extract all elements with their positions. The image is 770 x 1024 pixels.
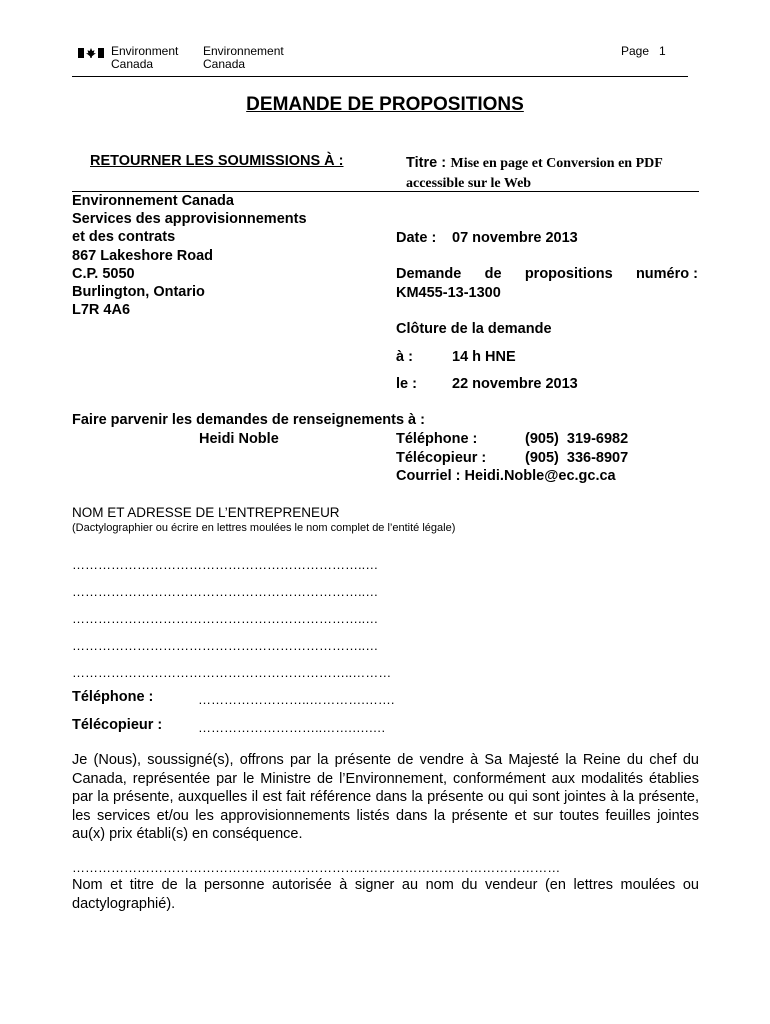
date-value: 07 novembre 2013 <box>452 230 578 246</box>
contractor-phone-field[interactable]: ……………………..………….……. <box>198 692 395 707</box>
contractor-fax-field[interactable]: ………………………..…….….…. <box>198 720 386 735</box>
subject-text: Mise en page et Conversion en PDF accessible sur le Web <box>406 156 663 191</box>
closing-time-value: 14 h HNE <box>452 349 516 365</box>
return-bids-heading: RETOURNER LES SOUMISSIONS À : <box>90 153 344 169</box>
address-line: 867 Lakeshore Road <box>72 247 214 264</box>
department-name-fr <box>203 45 284 71</box>
address-line: Environnement Canada <box>72 193 234 209</box>
rfp-number-label <box>396 266 698 282</box>
contractor-address-field[interactable]: …………………………………………………………..… <box>72 611 379 626</box>
address-line: Services des approvisionnements <box>72 211 307 228</box>
document-title: DEMANDE DE PROPOSITIONS <box>246 94 524 115</box>
contractor-heading: NOM ET ADRESSE DE L’ENTREPRENEUR <box>72 505 340 520</box>
department-fr-line1: Environnement <box>203 44 284 58</box>
closing-date-value: 22 novembre 2013 <box>452 376 578 392</box>
rfp-label-word: numéro : <box>635 266 698 282</box>
address-line: C.P. 5050 <box>72 265 135 282</box>
page-indicator <box>621 45 666 58</box>
contractor-phone-label: Téléphone : <box>72 689 154 705</box>
return-address <box>72 192 307 319</box>
address-line: Burlington, Ontario <box>72 284 205 301</box>
contractor-address-field[interactable]: …………………………………………………………..… <box>72 638 379 653</box>
signature-field[interactable]: …………………………………………………………..……………………………………… <box>72 860 561 875</box>
department-en-line1: Environment <box>111 44 179 58</box>
contractor-fax-label: Télécopieur : <box>72 717 163 733</box>
contact-email[interactable]: Courriel : Heidi.Noble@ec.gc.ca <box>396 468 616 484</box>
contractor-address-field[interactable]: …………………………………………………………..… <box>72 584 379 599</box>
signature-caption: Nom et titre de la personne autorisée à signer au nom du vendeur (en lettres moulées ou dactylographié). <box>72 877 699 912</box>
rfp-label-word: Demande <box>396 266 462 282</box>
closing-time-label: à : <box>396 349 413 365</box>
contractor-name-field[interactable]: …………………………………………………………..… <box>72 557 379 572</box>
page-label: Page <box>621 44 650 58</box>
address-line: L7R 4A6 <box>72 302 131 319</box>
contractor-instruction: (Dactylographier ou écrire en lettres moulées le nom complet de l’entité légale) <box>72 522 456 534</box>
declaration-paragraph: Je (Nous), soussigné(s), offrons par la présente de vendre à Sa Majesté la Reine du chef du Canada, représentée par le Ministre de l’Environnement, conformément aux modalités établies par la présente, auxquelles il est fait référence dans la présente ou qui sont jointes à la présente, les services et/ou les approvisionnements listés dans la présente et sur toutes feuilles jointes au(x) prix établi(s) en conséquence. <box>72 752 699 842</box>
department-en-line2: Canada <box>111 57 154 71</box>
contact-phone-label: Téléphone : <box>396 431 478 447</box>
contractor-address-field[interactable]: ………………………………………………………..……… <box>72 665 392 680</box>
department-fr-line2: Canada <box>203 57 246 71</box>
rfp-label-word: de <box>484 266 502 282</box>
page-number: 1 <box>659 44 666 58</box>
subject-block <box>406 153 698 193</box>
canada-flag-icon <box>78 47 104 59</box>
date-label: Date : <box>396 230 437 246</box>
department-name-en <box>111 45 178 71</box>
contact-name: Heidi Noble <box>199 431 279 447</box>
subject-label: Titre : <box>406 155 447 171</box>
closing-date-label: le : <box>396 376 417 392</box>
contact-fax-value: (905) 336-8907 <box>525 450 629 466</box>
header-divider <box>72 76 688 77</box>
closing-heading: Clôture de la demande <box>396 321 552 337</box>
rfp-number-value: KM455-13-1300 <box>396 285 501 301</box>
rfp-label-word: propositions <box>524 266 613 282</box>
address-line: et des contrats <box>72 229 176 246</box>
contact-fax-label: Télécopieur : <box>396 450 487 466</box>
inquiries-heading: Faire parvenir les demandes de renseignements à : <box>72 412 425 428</box>
contact-phone-value: (905) 319-6982 <box>525 431 629 447</box>
